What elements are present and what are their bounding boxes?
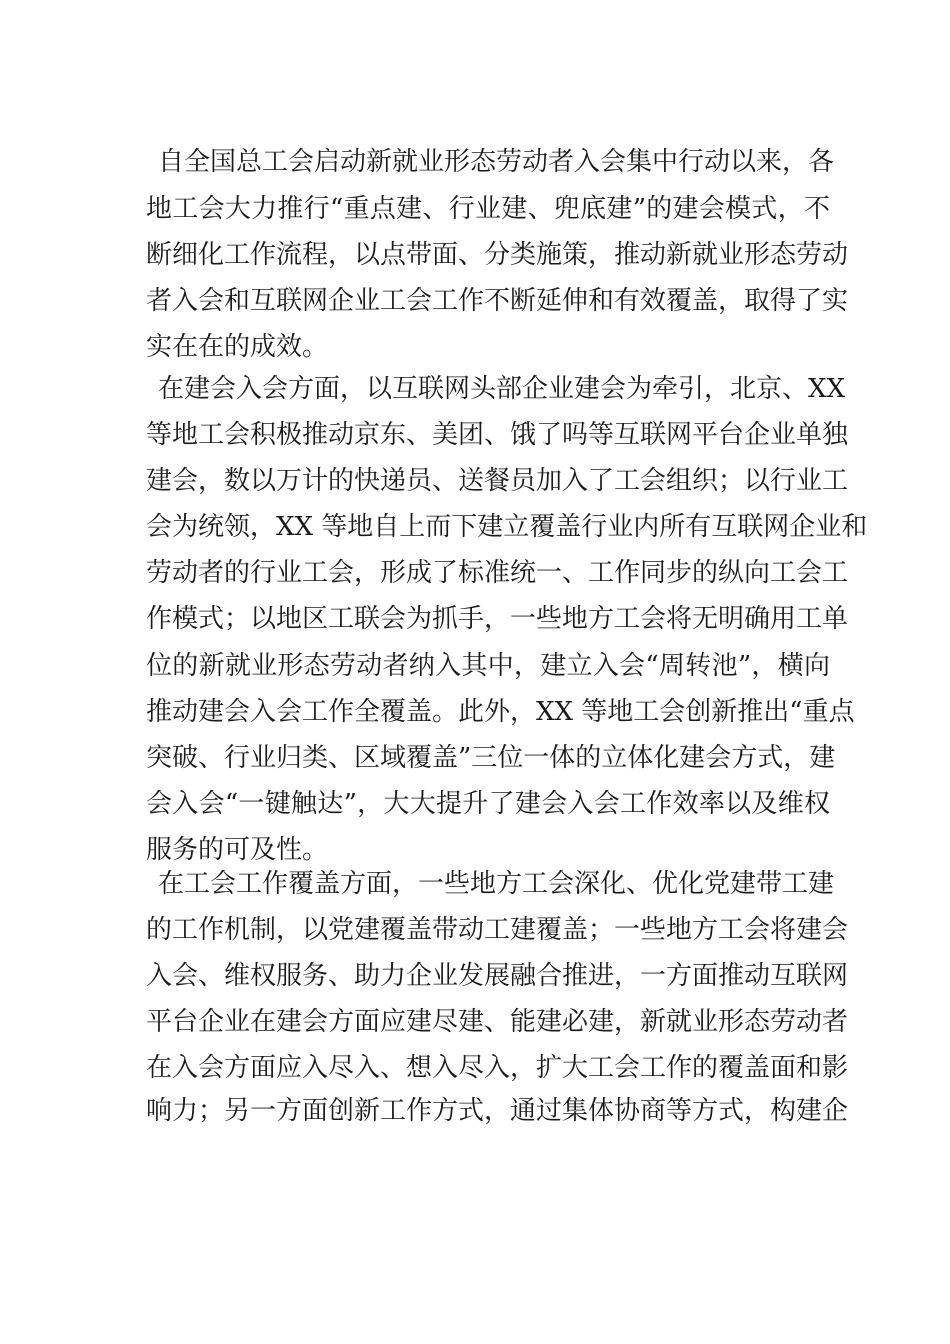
paragraph-3-line-5: 在入会方面应入尽入、想入尽入，扩大工会工作的覆盖面和影 (146, 1053, 849, 1083)
paragraph-3-line-4: 平台企业在建会方面应建尽建、能建必建，新就业形态劳动者 (146, 1007, 849, 1037)
paragraph-3-line-2: 的工作机制，以党建覆盖带动工建覆盖；一些地方工会将建会 (146, 915, 849, 945)
paragraph-2-line-11: 服务的可及性。 (146, 835, 329, 865)
paragraph-2-line-9: 突破、行业归类、区域覆盖”三位一体的立体化建会方式，建 (146, 743, 836, 773)
paragraph-2-line-10: 会入会“一键触达”，大大提升了建会入会工作效率以及维权 (146, 789, 830, 819)
paragraph-1-line-3: 断细化工作流程，以点带面、分类施策，推动新就业形态劳动 (146, 240, 849, 270)
paragraph-1-line-5: 实在在的成效。 (146, 332, 329, 362)
paragraph-2-line-1: 在建会入会方面，以互联网头部企业建会为牵引，北京、XX (158, 374, 846, 404)
paragraph-1-line-2: 地工会大力推行“重点建、行业建、兜底建”的建会模式，不 (146, 194, 830, 224)
paragraph-1-line-4: 者入会和互联网企业工会工作不断延伸和有效覆盖，取得了实 (146, 286, 849, 316)
paragraph-2-line-5: 劳动者的行业工会，形成了标准统一、工作同步的纵向工会工 (146, 558, 849, 588)
paragraph-2-line-7: 位的新就业形态劳动者纳入其中，建立入会“周转池”，横向 (146, 651, 830, 681)
paragraph-3-line-3: 入会、维权服务、助力企业发展融合推进，一方面推动互联网 (146, 961, 849, 991)
paragraph-2-line-3: 建会，数以万计的快递员、送餐员加入了工会组织；以行业工 (146, 466, 849, 496)
paragraph-3-line-1: 在工会工作覆盖方面，一些地方工会深化、优化党建带工建 (158, 869, 835, 899)
paragraph-2-line-8: 推动建会入会工作全覆盖。此外，XX 等地工会创新推出“重点 (146, 697, 855, 727)
paragraph-2-line-6: 作模式；以地区工联会为抓手，一些地方工会将无明确用工单 (146, 604, 849, 634)
paragraph-2-line-2: 等地工会积极推动京东、美团、饿了吗等互联网平台企业单独 (146, 420, 849, 450)
paragraph-2-line-4: 会为统领，XX 等地自上而下建立覆盖行业内所有互联网企业和 (146, 512, 868, 542)
paragraph-3-line-6: 响力；另一方面创新工作方式，通过集体协商等方式，构建企 (146, 1096, 849, 1126)
paragraph-1-line-1: 自全国总工会启动新就业形态劳动者入会集中行动以来，各 (158, 147, 835, 177)
